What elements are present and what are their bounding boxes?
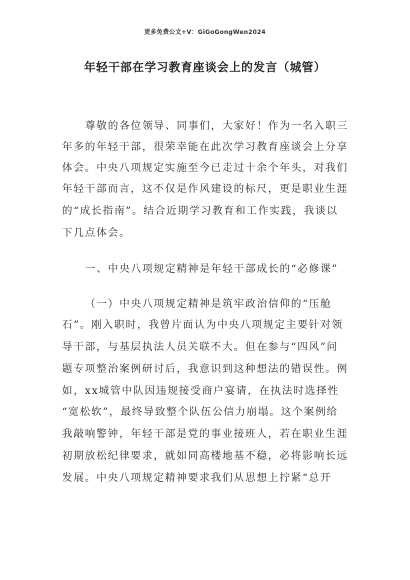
paragraph-line: 石”。刚入职时，我曾片面认为中央八项规定主要针对领 xyxy=(62,319,344,331)
paragraph-line: 我敲响警钟，年轻干部是党的事业接班人，若在职业生涯 xyxy=(62,428,349,440)
document-title: 年轻干部在学习教育座谈会上的发言（城管） xyxy=(84,60,326,74)
paragraph-line: 如，xx城管中队因违规接受商户宴请，在执法时选择性 xyxy=(62,385,340,397)
paragraph-line: 题专项整治案例研讨后，我意识到这种想法的错误性。例 xyxy=(62,363,349,375)
header-note: 更多免费公文+V：GiGoGongWen2024 xyxy=(144,29,266,36)
paragraph-line: 导干部，与基层执法人员关联不大。但在参与“四风”问 xyxy=(62,341,339,353)
paragraph-line: 的“成长指南”。结合近期学习教育和工作实践，我谈以 xyxy=(62,205,339,217)
paragraph-line: 体会。中央八项规定实施至今已走过十余个年头，对我们 xyxy=(62,162,349,174)
paragraph-line: 初期放松纪律要求，就如同高楼地基不稳，必将影响长远 xyxy=(62,450,349,462)
paragraph-line: “宽松软”，最终导致整个队伍公信力崩塌。这个案例给 xyxy=(62,406,339,418)
paragraph-line: 尊敬的各位领导、同事们，大家好！作为一名入职三 xyxy=(85,120,349,132)
section-heading: 一、中央八项规定精神是年轻干部成长的“必修课” xyxy=(85,263,339,275)
paragraph-line: 下几点体会。 xyxy=(62,227,131,239)
paragraph-line: 年多的年轻干部，很荣幸能在此次学习教育座谈会上分享 xyxy=(62,141,349,153)
paragraph-line: 发展。中央八项规定精神要求我们从思想上拧紧“总开 xyxy=(62,472,332,484)
paragraph-line: 年轻干部而言，这不仅是作风建设的标尺，更是职业生涯 xyxy=(62,183,349,195)
subsection-heading: （一）中央八项规定精神是筑牢政治信仰的“压舱 xyxy=(85,298,332,310)
